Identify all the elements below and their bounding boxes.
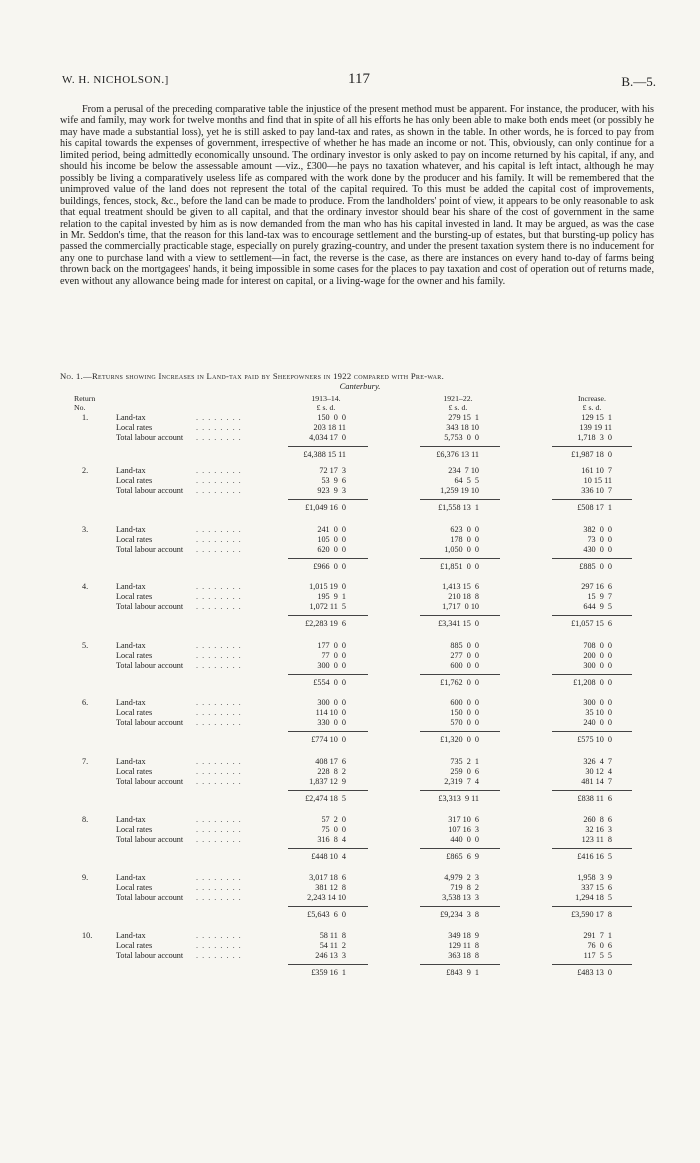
value-1913: 2,243 14 10	[307, 893, 346, 902]
value-1913: 75 0 0	[321, 825, 346, 834]
value-increase: 161 10 7	[581, 466, 612, 475]
value-1913: 228 8 2	[317, 767, 346, 776]
total-rule	[552, 499, 632, 500]
total-rule	[420, 731, 500, 732]
table-row	[0, 698, 700, 708]
row-label: Land-tax	[116, 582, 146, 591]
leader-dots: . . . . . . . .	[196, 718, 242, 727]
total-1921: £1,558 13 1	[438, 503, 479, 512]
return-number: 5.	[82, 641, 89, 650]
total-row	[0, 968, 700, 978]
total-1913: £554 0 0	[313, 678, 346, 687]
total-row	[0, 619, 700, 629]
value-1913: 408 17 6	[315, 757, 346, 766]
leader-dots: . . . . . . . .	[196, 951, 242, 960]
value-1921: 600 0 0	[450, 698, 479, 707]
value-1921: 3,538 13 3	[442, 893, 479, 902]
return-number: 6.	[82, 698, 89, 707]
row-label: Total labour account	[116, 486, 184, 495]
total-rule	[552, 848, 632, 849]
total-increase: £3,590 17 8	[571, 910, 612, 919]
total-rule	[288, 499, 368, 500]
value-increase: 1,294 18 5	[575, 893, 612, 902]
value-1921: 259 0 6	[450, 767, 479, 776]
total-increase: £838 11 6	[577, 794, 612, 803]
total-row	[0, 562, 700, 572]
value-1913: 54 11 2	[319, 941, 346, 950]
table-row	[0, 941, 700, 951]
value-increase: 76 0 6	[587, 941, 612, 950]
total-rule	[288, 790, 368, 791]
table-row	[0, 525, 700, 535]
table-title: No. 1.—Returns showing Increases in Land-tax paid by Sheepowners in 1922 compared with Pre-war.	[60, 371, 445, 381]
table-row	[0, 815, 700, 825]
row-label: Land-tax	[116, 873, 146, 882]
value-increase: 326 4 7	[583, 757, 612, 766]
table-row	[0, 661, 700, 671]
value-1921: 343 18 10	[446, 423, 479, 432]
row-label: Local rates	[116, 423, 153, 432]
table-row	[0, 582, 700, 592]
value-1921: 1,717 0 10	[442, 602, 479, 611]
value-1913: 381 12 8	[315, 883, 346, 892]
document-reference: B.—5.	[621, 74, 656, 89]
value-increase: 481 14 7	[581, 777, 612, 786]
return-number: 9.	[82, 873, 89, 882]
total-row	[0, 503, 700, 513]
value-1913: 1,015 19 0	[309, 582, 346, 591]
row-label: Total labour account	[116, 433, 184, 442]
row-label: Total labour account	[116, 835, 184, 844]
total-1913: £966 0 0	[313, 562, 346, 571]
value-1913: 150 0 0	[317, 413, 346, 422]
leader-dots: . . . . . . . .	[196, 602, 242, 611]
row-label: Total labour account	[116, 718, 184, 727]
table-row	[0, 718, 700, 728]
total-1913: £359 16 1	[311, 968, 346, 977]
value-1921: 210 18 8	[448, 592, 479, 601]
leader-dots: . . . . . . . .	[196, 486, 242, 495]
table-row	[0, 708, 700, 718]
row-label: Land-tax	[116, 757, 146, 766]
table-row	[0, 951, 700, 961]
total-increase: £1,987 18 0	[571, 450, 612, 459]
return-number: 1.	[82, 413, 89, 422]
row-label: Local rates	[116, 476, 153, 485]
total-rule	[420, 558, 500, 559]
value-1921: 277 0 0	[450, 651, 479, 660]
leader-dots: . . . . . . . .	[196, 661, 242, 670]
leader-dots: . . . . . . . .	[196, 545, 242, 554]
total-rule	[288, 964, 368, 965]
leader-dots: . . . . . . . .	[196, 777, 242, 786]
total-rule	[420, 615, 500, 616]
row-label: Local rates	[116, 825, 153, 834]
table-row	[0, 757, 700, 767]
leader-dots: . . . . . . . .	[196, 941, 242, 950]
table-row	[0, 825, 700, 835]
value-increase: 260 8 6	[583, 815, 612, 824]
row-label: Local rates	[116, 708, 153, 717]
value-1913: 620 0 0	[317, 545, 346, 554]
total-1913: £5,643 6 0	[307, 910, 346, 919]
value-1921: 570 0 0	[450, 718, 479, 727]
value-increase: 73 0 0	[587, 535, 612, 544]
total-1921: £3,341 15 0	[438, 619, 479, 628]
value-increase: 1,718 3 0	[577, 433, 612, 442]
total-1921: £1,851 0 0	[440, 562, 479, 571]
value-1913: 195 9 1	[317, 592, 346, 601]
leader-dots: . . . . . . . .	[196, 423, 242, 432]
value-1921: 719 8 2	[450, 883, 479, 892]
total-row	[0, 852, 700, 862]
table-row	[0, 535, 700, 545]
column-header-return: Return No.	[74, 394, 96, 412]
leader-dots: . . . . . . . .	[196, 757, 242, 766]
value-increase: 200 0 0	[583, 651, 612, 660]
table-row	[0, 767, 700, 777]
return-number: 2.	[82, 466, 89, 475]
total-rule	[288, 615, 368, 616]
column-header-1921: 1921–22. £ s. d.	[443, 394, 473, 412]
value-1913: 105 0 0	[317, 535, 346, 544]
return-number: 7.	[82, 757, 89, 766]
total-rule	[552, 790, 632, 791]
leader-dots: . . . . . . . .	[196, 883, 242, 892]
leader-dots: . . . . . . . .	[196, 592, 242, 601]
value-1921: 440 0 0	[450, 835, 479, 844]
total-rule	[552, 615, 632, 616]
total-1913: £448 10 4	[311, 852, 346, 861]
leader-dots: . . . . . . . .	[196, 476, 242, 485]
total-rule	[288, 558, 368, 559]
total-rule	[288, 731, 368, 732]
total-rule	[552, 906, 632, 907]
value-1921: 885 0 0	[450, 641, 479, 650]
value-increase: 291 7 1	[583, 931, 612, 940]
leader-dots: . . . . . . . .	[196, 815, 242, 824]
total-rule	[288, 674, 368, 675]
row-label: Land-tax	[116, 698, 146, 707]
total-rule	[420, 964, 500, 965]
value-increase: 300 0 0	[583, 698, 612, 707]
row-label: Total labour account	[116, 951, 184, 960]
leader-dots: . . . . . . . .	[196, 651, 242, 660]
leader-dots: . . . . . . . .	[196, 641, 242, 650]
total-rule	[552, 731, 632, 732]
value-1913: 3,017 18 6	[309, 873, 346, 882]
total-increase: £575 10 0	[577, 735, 612, 744]
column-header-1913: 1913–14. £ s. d.	[311, 394, 341, 412]
leader-dots: . . . . . . . .	[196, 835, 242, 844]
value-increase: 35 10 0	[585, 708, 612, 717]
value-1913: 203 18 11	[313, 423, 346, 432]
table-row	[0, 883, 700, 893]
return-number: 3.	[82, 525, 89, 534]
table-row	[0, 433, 700, 443]
value-1913: 114 10 0	[315, 708, 346, 717]
value-increase: 430 0 0	[583, 545, 612, 554]
row-label: Land-tax	[116, 641, 146, 650]
row-label: Local rates	[116, 535, 153, 544]
value-increase: 30 12 4	[585, 767, 612, 776]
leader-dots: . . . . . . . .	[196, 413, 242, 422]
value-increase: 10 15 11	[583, 476, 612, 485]
table-row	[0, 777, 700, 787]
row-label: Total labour account	[116, 893, 184, 902]
value-increase: 139 19 11	[579, 423, 612, 432]
value-increase: 644 9 5	[583, 602, 612, 611]
value-1913: 316 8 4	[317, 835, 346, 844]
row-label: Land-tax	[116, 466, 146, 475]
row-label: Local rates	[116, 941, 153, 950]
leader-dots: . . . . . . . .	[196, 708, 242, 717]
leader-dots: . . . . . . . .	[196, 931, 242, 940]
value-1913: 1,072 11 5	[309, 602, 346, 611]
row-label: Local rates	[116, 767, 153, 776]
table-row	[0, 486, 700, 496]
value-1921: 1,050 0 0	[444, 545, 479, 554]
total-rule	[420, 499, 500, 500]
row-label: Land-tax	[116, 815, 146, 824]
total-row	[0, 678, 700, 688]
page-header	[62, 71, 656, 92]
value-1921: 363 18 8	[448, 951, 479, 960]
value-increase: 336 10 7	[581, 486, 612, 495]
value-1921: 349 18 9	[448, 931, 479, 940]
row-label: Total labour account	[116, 777, 184, 786]
value-1921: 4,979 2 3	[444, 873, 479, 882]
value-increase: 300 0 0	[583, 661, 612, 670]
total-rule	[420, 446, 500, 447]
total-rule	[288, 446, 368, 447]
value-1921: 600 0 0	[450, 661, 479, 670]
value-increase: 337 15 6	[581, 883, 612, 892]
value-1913: 58 11 8	[319, 931, 346, 940]
value-1913: 330 0 0	[317, 718, 346, 727]
value-increase: 708 0 0	[583, 641, 612, 650]
value-1921: 1,259 19 10	[440, 486, 479, 495]
return-number: 4.	[82, 582, 89, 591]
total-1913: £1,049 16 0	[305, 503, 346, 512]
total-row	[0, 450, 700, 460]
table-row	[0, 545, 700, 555]
total-rule	[288, 906, 368, 907]
total-increase: £483 13 0	[577, 968, 612, 977]
leader-dots: . . . . . . . .	[196, 825, 242, 834]
value-1913: 1,837 12 9	[309, 777, 346, 786]
total-rule	[420, 790, 500, 791]
value-1913: 77 0 0	[321, 651, 346, 660]
total-increase: £416 16 5	[577, 852, 612, 861]
total-rule	[288, 848, 368, 849]
value-1921: 64 5 5	[454, 476, 479, 485]
value-1913: 923 9 3	[317, 486, 346, 495]
total-1913: £774 10 0	[311, 735, 346, 744]
value-1921: 623 0 0	[450, 525, 479, 534]
leader-dots: . . . . . . . .	[196, 466, 242, 475]
table-row	[0, 651, 700, 661]
row-label: Total labour account	[116, 661, 184, 670]
value-increase: 117 5 5	[583, 951, 612, 960]
value-1913: 300 0 0	[317, 661, 346, 670]
total-row	[0, 794, 700, 804]
row-label: Local rates	[116, 651, 153, 660]
table-row	[0, 602, 700, 612]
value-1921: 150 0 0	[450, 708, 479, 717]
table-row	[0, 413, 700, 423]
value-increase: 15 9 7	[587, 592, 612, 601]
leader-dots: . . . . . . . .	[196, 698, 242, 707]
row-label: Total labour account	[116, 602, 184, 611]
row-label: Local rates	[116, 592, 153, 601]
column-header-increase: Increase. £ s. d.	[578, 394, 606, 412]
leader-dots: . . . . . . . .	[196, 525, 242, 534]
value-increase: 382 0 0	[583, 525, 612, 534]
total-rule	[552, 446, 632, 447]
value-1921: 107 16 3	[448, 825, 479, 834]
leader-dots: . . . . . . . .	[196, 893, 242, 902]
total-1921: £9,234 3 8	[440, 910, 479, 919]
leader-dots: . . . . . . . .	[196, 767, 242, 776]
table-row	[0, 931, 700, 941]
table-row	[0, 423, 700, 433]
total-1921: £3,313 9 11	[438, 794, 479, 803]
value-1921: 317 10 6	[448, 815, 479, 824]
table-row	[0, 873, 700, 883]
total-1921: £843 9 1	[446, 968, 479, 977]
leader-dots: . . . . . . . .	[196, 433, 242, 442]
value-1921: 735 2 1	[450, 757, 479, 766]
leader-dots: . . . . . . . .	[196, 582, 242, 591]
value-1921: 129 11 8	[448, 941, 479, 950]
total-increase: £1,057 15 6	[571, 619, 612, 628]
total-rule	[552, 964, 632, 965]
return-number: 10.	[82, 931, 93, 940]
value-1921: 178 0 0	[450, 535, 479, 544]
row-label: Land-tax	[116, 525, 146, 534]
return-number: 8.	[82, 815, 89, 824]
value-1913: 72 17 3	[319, 466, 346, 475]
table-row	[0, 893, 700, 903]
table-title-block	[60, 371, 660, 391]
value-1921: 279 15 1	[448, 413, 479, 422]
total-1921: £865 6 9	[446, 852, 479, 861]
value-increase: 32 16 3	[585, 825, 612, 834]
value-1921: 1,413 15 6	[442, 582, 479, 591]
total-1913: £2,283 19 6	[305, 619, 346, 628]
value-1913: 53 9 6	[321, 476, 346, 485]
total-1913: £2,474 18 5	[305, 794, 346, 803]
value-increase: 297 16 6	[581, 582, 612, 591]
table-row	[0, 641, 700, 651]
value-1913: 246 13 3	[315, 951, 346, 960]
total-row	[0, 910, 700, 920]
total-rule	[552, 674, 632, 675]
row-label: Local rates	[116, 883, 153, 892]
table-subtitle: Canterbury.	[339, 381, 381, 391]
total-1913: £4,388 15 11	[303, 450, 346, 459]
table-row	[0, 592, 700, 602]
value-1913: 4,034 17 0	[309, 433, 346, 442]
total-1921: £1,320 0 0	[440, 735, 479, 744]
row-label: Land-tax	[116, 413, 146, 422]
table-row	[0, 466, 700, 476]
row-label: Land-tax	[116, 931, 146, 940]
leader-dots: . . . . . . . .	[196, 873, 242, 882]
total-increase: £1,208 0 0	[573, 678, 612, 687]
row-label: Total labour account	[116, 545, 184, 554]
value-increase: 129 15 1	[581, 413, 612, 422]
value-1921: 234 7 10	[448, 466, 479, 475]
value-1921: 5,753 0 0	[444, 433, 479, 442]
value-1913: 241 0 0	[317, 525, 346, 534]
value-1913: 177 0 0	[317, 641, 346, 650]
total-rule	[420, 906, 500, 907]
author-name: W. H. NICHOLSON.]	[62, 74, 169, 86]
table-row	[0, 476, 700, 486]
total-rule	[420, 674, 500, 675]
page-number: 117	[348, 71, 370, 87]
total-1921: £1,762 0 0	[440, 678, 479, 687]
total-1921: £6,376 13 11	[436, 450, 479, 459]
total-increase: £508 17 1	[577, 503, 612, 512]
value-increase: 1,958 3 9	[577, 873, 612, 882]
total-row	[0, 735, 700, 745]
table-row	[0, 835, 700, 845]
value-1921: 2,319 7 4	[444, 777, 479, 786]
total-rule	[552, 558, 632, 559]
value-increase: 123 11 8	[581, 835, 612, 844]
body-paragraph: From a perusal of the preceding comparative table the injustice of the present method must be apparent. For instance, the producer, with his wife and family, may work for twelve months and find that in spite of all his efforts he has only been able to make both ends meet (or possibly he may have made a substantial loss), yet he is still asked to pay land-tax and rates, as shown in the table. In other words, he is forced to pay from his capital towards the expenses of government, irrespective of whether he has made an income or not. This, obviously, can only continue for a limited period, being admittedly economically unsound. The ordinary investor is only asked to pay on income returned by his capital, if any, and should his income be below the assessable amount —viz., £300—he pays no taxation whatever, and his capital is left intact, although he may possibly be living a comparatively useless life as compared with the work done by the producer and his family. It will be remembered that the unimproved value of the land does not represent the total of the capital required. To this must be added the capital cost of improvements, buildings, fences, stock, &c., before the land can be made to produce. From the landholders' point of view, it appears to be only reasonable to ask that equal treatment should be given to all capital, and that the ordinary investor should bear his share of the cost of government in the same relation to the capital invested by him as is now demanded from the man who has his capital invested in land. It may be argued, as was the case in Mr. Seddon's time, that the reason for this land-tax was to encourage settlement and the bursting-up of estates, but that bursting-up policy has passed the commercially practicable stage, especially on purely grazing-country, and under the present taxation system there is no inducement for any one to purchase land with a view to settlement—in fact, the reverse is the case, as there are instances on every hand to-day of farms being thrown back on the mortgagees' hands, it being impossible in some cases for the places to pay taxation and cost of operation out of returns made, even without any allowance being made for interest on capital, or a living-wage for the owner and his family.	[60, 104, 654, 287]
total-rule	[420, 848, 500, 849]
value-1913: 57 2 0	[321, 815, 346, 824]
total-increase: £885 0 0	[579, 562, 612, 571]
value-increase: 240 0 0	[583, 718, 612, 727]
value-1913: 300 0 0	[317, 698, 346, 707]
leader-dots: . . . . . . . .	[196, 535, 242, 544]
